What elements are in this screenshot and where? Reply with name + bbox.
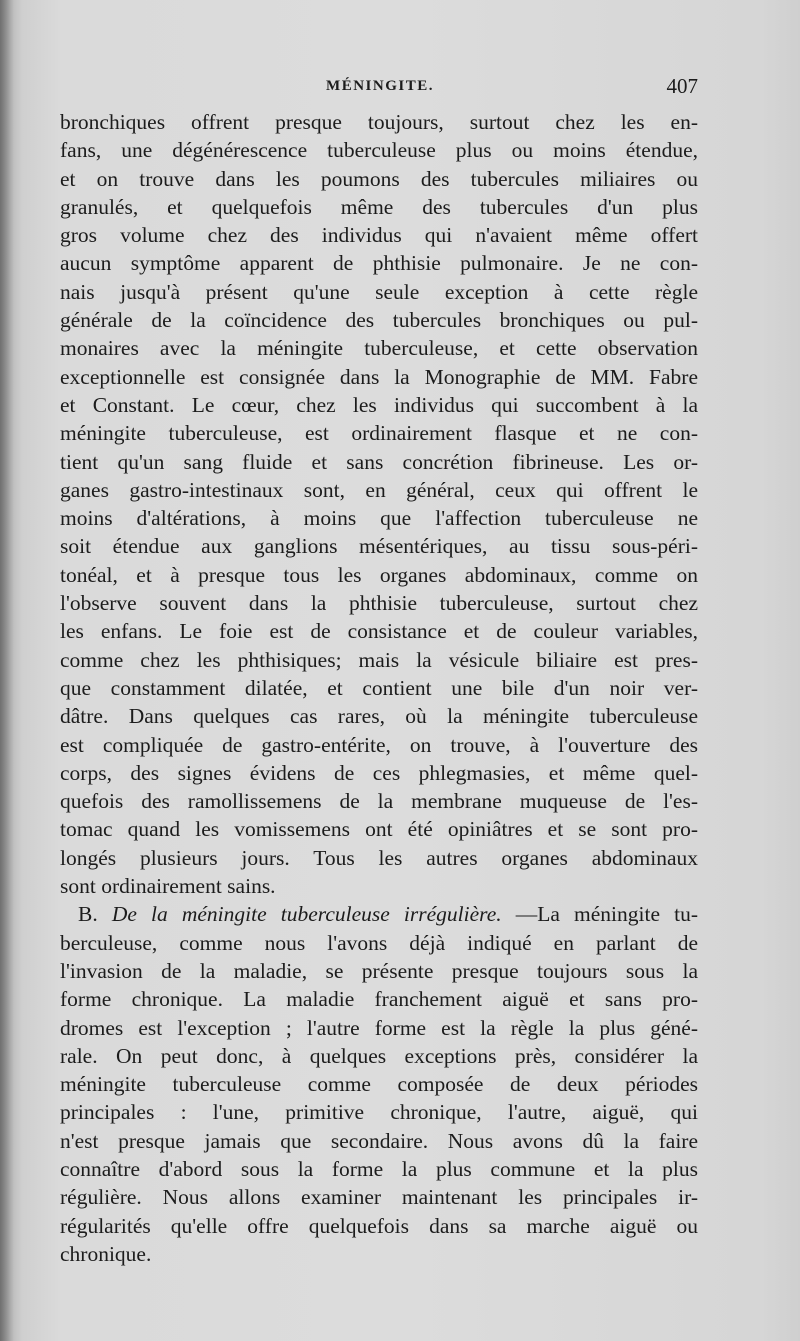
text-line: fans, une dégénérescence tuberculeuse plus ou moins étendue, <box>60 138 698 163</box>
text-line: régulière. Nous allons examiner maintenant les principales ir- <box>60 1185 698 1210</box>
section-letter: B. <box>78 902 98 927</box>
text-line: dâtre. Dans quelques cas rares, où la méningite tuberculeuse <box>60 704 698 729</box>
body-text <box>60 108 698 1268</box>
text-line: méningite tuberculeuse comme composée de deux périodes <box>60 1072 698 1097</box>
text-line: rale. On peut donc, à quelques exceptions près, considérer la <box>60 1043 698 1068</box>
text-line: est compliquée de gastro-entérite, on trouve, à l'ouverture des <box>60 732 698 757</box>
text-line: et Constant. Le cœur, chez les individus qui succombent à la <box>60 392 698 417</box>
text-line: aucun symptôme apparent de phthisie pulmonaire. Je ne con- <box>60 251 698 276</box>
text-line: forme chronique. La maladie franchement aiguë et sans pro- <box>60 987 698 1012</box>
text-line: n'est presque jamais que secondaire. Nous avons dû la faire <box>60 1128 698 1153</box>
text-line: monaires avec la méningite tuberculeuse, et cette observation <box>60 336 698 361</box>
text-line: l'invasion de la maladie, se présente presque toujours sous la <box>60 958 698 983</box>
section-first-line-text: —La méningite tu- <box>515 902 698 927</box>
text-line: corps, des signes évidens de ces phlegmasies, et même quel- <box>60 760 698 785</box>
text-line: que constamment dilatée, et contient une bile d'un noir ver- <box>60 675 698 700</box>
text-line: et on trouve dans les poumons des tubercules miliaires ou <box>60 166 698 191</box>
text-line: les enfans. Le foie est de consistance et de couleur variables, <box>60 619 698 644</box>
running-title: MÉNINGITE. <box>326 78 434 94</box>
text-line: granulés, et quelquefois même des tubercules d'un plus <box>60 194 698 219</box>
text-line: tient qu'un sang fluide et sans concrétion fibrineuse. Les or- <box>60 449 698 474</box>
text-line: comme chez les phthisiques; mais la vésicule biliaire est pres- <box>60 647 698 672</box>
text-line: chronique. <box>60 1241 152 1266</box>
text-line: tomac quand les vomissemens ont été opiniâtres et se sont pro- <box>60 817 698 842</box>
text-line: méningite tuberculeuse, est ordinairement flasque et ne con- <box>60 421 698 446</box>
text-line: moins d'altérations, à moins que l'affection tuberculeuse ne <box>60 506 698 531</box>
binding-shadow <box>0 0 14 1341</box>
text-line: générale de la coïncidence des tubercules bronchiques ou pul- <box>60 308 698 333</box>
text-line: bronchiques offrent presque toujours, surtout chez les en- <box>60 110 698 134</box>
running-head <box>62 76 698 102</box>
text-line: tonéal, et à presque tous les organes abdominaux, comme on <box>60 562 698 587</box>
text-line: l'observe souvent dans la phthisie tuberculeuse, surtout chez <box>60 591 698 616</box>
text-line: principales : l'une, primitive chronique, l'autre, aiguë, qui <box>60 1100 698 1125</box>
page-number: 407 <box>666 74 698 98</box>
section-title: De la méningite tuberculeuse irrégulière. <box>111 902 502 927</box>
text-line: dromes est l'exception ; l'autre forme est la règle la plus géné- <box>60 1015 698 1040</box>
text-line: régularités qu'elle offre quelquefois dans sa marche aiguë ou <box>60 1213 698 1238</box>
text-line: soit étendue aux ganglions mésentériques, au tissu sous-péri- <box>60 534 698 559</box>
text-line: quefois des ramollissemens de la membrane muqueuse de l'es- <box>60 789 698 814</box>
text-line: nais jusqu'à présent qu'une seule exception à cette règle <box>60 279 698 304</box>
text-line: gros volume chez des individus qui n'avaient même offert <box>60 223 698 248</box>
text-line: longés plusieurs jours. Tous les autres organes abdominaux <box>60 845 698 870</box>
text-line: connaître d'abord sous la forme la plus commune et la plus <box>60 1156 698 1181</box>
text-line: berculeuse, comme nous l'avons déjà indiqué en parlant de <box>60 930 698 955</box>
text-line: sont ordinairement sains. <box>60 874 276 899</box>
section-first-line <box>60 900 698 928</box>
text-line: ganes gastro-intestinaux sont, en général, ceux qui offrent le <box>60 477 698 502</box>
text-line: exceptionnelle est consignée dans la Monographie de MM. Fabre <box>60 364 698 389</box>
